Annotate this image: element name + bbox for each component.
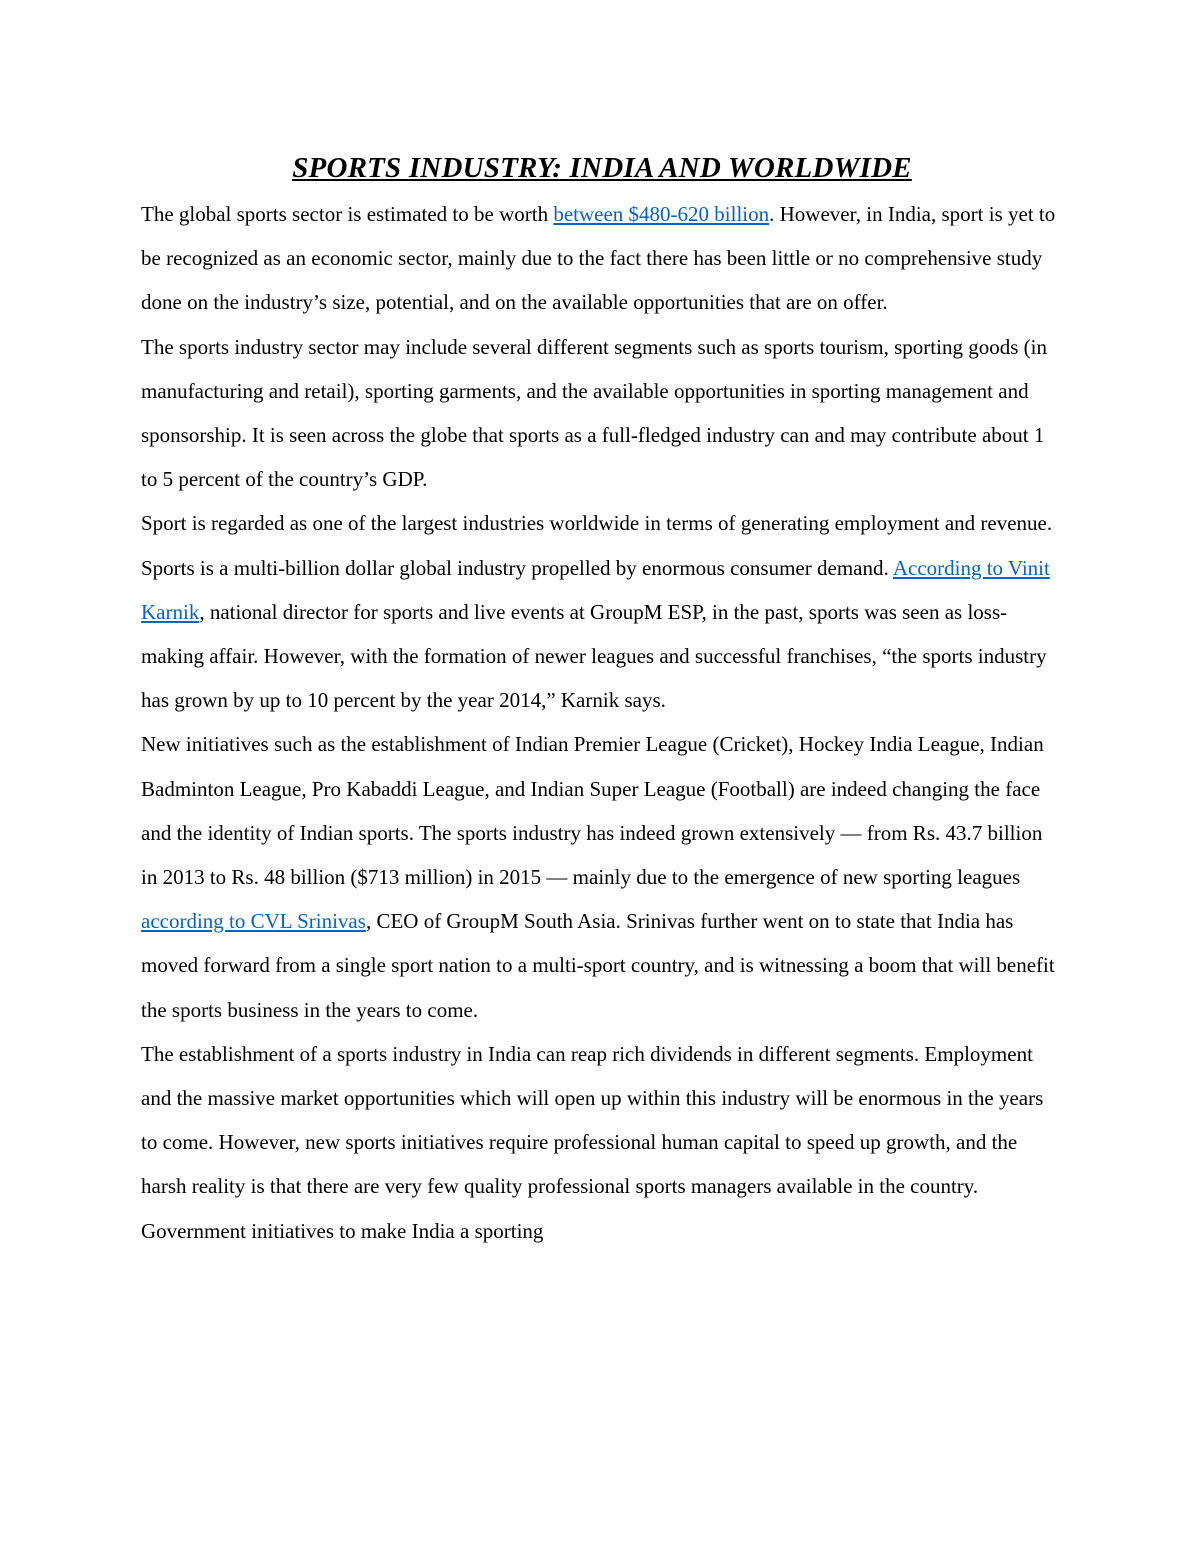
paragraph-new-initiatives: [141, 722, 1063, 1031]
paragraph-largest-industries: [141, 501, 1063, 722]
link-cvl-srinivas[interactable]: according to CVL Srinivas: [141, 909, 366, 934]
paragraph-text: , CEO of GroupM South Asia. Srinivas further went on to state that India has moved forward from a single sport nation to a multi-sport country, and is witnessing a boom that will benefit the sports business in the years to come.: [141, 909, 1055, 1022]
paragraph-text: New initiatives such as the establishment of Indian Premier League (Cricket), Hockey India League, Indian Badminton League, Pro Kabaddi League, and Indian Super League (Football) are indeed changing the face and the identity of Indian sports. The sports industry has indeed grown extensively — from Rs. 43.7 billion in 2013 to Rs. 48 billion ($713 million) in 2015 — mainly due to the emergence of new sporting leagues: [141, 732, 1044, 890]
link-vinit-karnik[interactable]: According to Vinit Karnik: [141, 555, 1050, 624]
paragraph-text: . However, in India, sport is yet to be recognized as an economic sector, mainly due to the fact there has been little or no comprehensive study done on the industry’s size, potential, and on the available opportunities that are on offer.: [141, 202, 1056, 315]
link-between-480-620-billion[interactable]: between $480-620 billion: [553, 202, 770, 226]
document-title: SPORTS INDUSTRY: INDIA AND WORLDWIDE: [292, 152, 912, 184]
paragraph-global-sector: [141, 192, 1063, 325]
paragraph-text: The global sports sector is estimated to be worth: [141, 202, 554, 226]
document-body: [141, 148, 1063, 1253]
paragraph-establishment: The establishment of a sports industry in India can reap rich dividends in different segments. Employment and the massive market opportunities which will open up within this industry will be enormous in the years to come. However, new sports initiatives require professional human capital to speed up growth, and the harsh reality is that there are very few quality professional sports managers available in the country. Government initiatives to make India a sporting: [141, 1041, 1044, 1243]
paragraph-industry-segments: The sports industry sector may include several different segments such as sports tourism, sporting goods (in manufacturing and retail), sporting garments, and the available opportunities in sporting management and sponsorship. It is seen across the globe that sports as a full-fledged industry can and may contribute about 1 to 5 percent of the country’s GDP.: [141, 334, 1047, 492]
paragraph-text: , national director for sports and live events at GroupM ESP, in the past, sports was seen as loss-making affair. However, with the formation of newer leagues and successful franchises, “the sports industry has grown by up to 10 percent by the year 2014,” Karnik says.: [141, 599, 1047, 713]
paragraph-text: Sport is regarded as one of the largest industries worldwide in terms of generating employment and revenue. Sports is a multi-billion dollar global industry propelled by enormous consumer demand.: [141, 511, 1053, 580]
